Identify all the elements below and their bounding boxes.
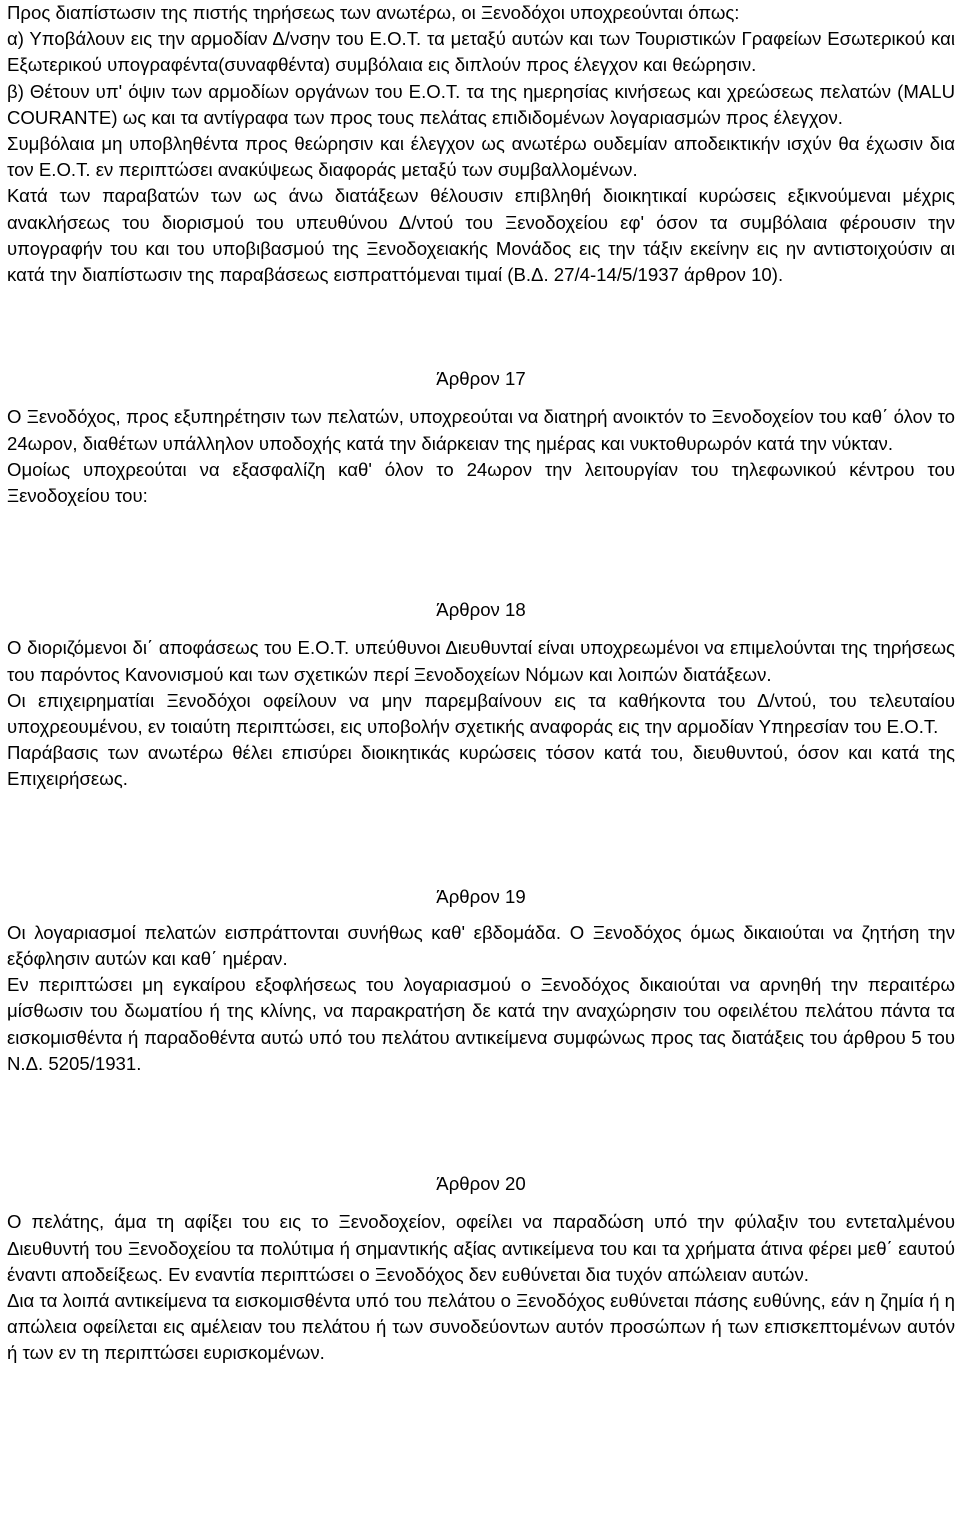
intro-section <box>7 0 955 288</box>
article-heading: Άρθρον 18 <box>436 599 526 621</box>
article-paragraph: Δια τα λοιπά αντικείμενα τα εισκομισθέντα υπό του πελάτου ο Ξενοδόχος ευθύνεται πάσης ευθύνης, εάν η ζημία ή η απώλεια οφείλεται εις αμέλειαν του πελάτου ή των συνοδεύοντων αυτόν προσώπων ή των επισκεπτομένων αυτόν ή των εν τη περιπτώσει ευρισκομένων. <box>7 1289 955 1364</box>
article-paragraph: Εν περιπτώσει μη εγκαίρου εξοφλήσεως του λογαριασμού ο Ξενοδόχος δικαιούται να αρνηθή την περαιτέρω μίσθωσιν του δωματίου ή της κλίνης, να παρακρατήση δε κατά την αναχώρησιν του οφειλέτου πελάτου πάντα τα εισκομισθέντα ή παραδοθέντα αυτώ υπό του πελάτου αντικείμενα συμφώνως προς τας διατάξεις του άρθρου 5 του Ν.Δ. 5205/1931. <box>7 974 955 1074</box>
article-heading: Άρθρον 17 <box>436 368 526 390</box>
intro-paragraph: Συμβόλαια μη υποβληθέντα προς θεώρησιν και έλεγχον ως ανωτέρω ουδεμίαν αποδεικτικήν ισχύν θα έχωσιν δια τον Ε.Ο.Τ. εν περιπτώσει ανακύψεως διαφοράς μεταξύ των συμβαλλομένων. <box>7 133 955 181</box>
article-paragraph: Οι λογαριασμοί πελατών εισπράττονται συνήθως καθ' εβδομάδα. Ο Ξενοδόχος όμως δικαιούται να ζητήση την εξόφλησιν αυτών και καθ΄ ημέραν. <box>7 921 955 970</box>
intro-paragraph: Κατά των παραβατών των ως άνω διατάξεων θέλουσιν επιβληθή διοικητικαί κυρώσεις εξικνούμεναι μέχρις ανακλήσεως του διορισμού του υπευθύνου Δ/ντού του Ξενοδοχείου εφ' όσον τα συμβόλαια φέρουσιν την υπογραφήν του και του υποβιβασμού της Ξενοδοχειακής Μονάδος εις την τάξιν εκείνην εις ην αντιστοιχούσιν αι κατά την διαπίστωσιν της παραβάσεως εισπραττόμεναι τιμαί (Β.Δ. 27/4-14/5/1937 άρθρον 10). <box>7 185 955 286</box>
article-17 <box>7 366 955 509</box>
article-paragraph: Ο πελάτης, άμα τη αφίξει του εις το Ξενοδοχείον, οφείλει να παραδώση υπό την φύλαξιν του εντεταλμένου Διευθυντή του Ξενοδοχείου τα πολύτιμα ή σημαντικής αξίας αντικείμενα του και τα χρήματα άτινα φέρει μεθ΄ εαυτού έναντι αποδείξεως. Εν εναντία περιπτώσει ο Ξενοδόχος δεν ευθύνεται δια τυχόν απώλειαν αυτών. <box>7 1211 955 1285</box>
article-paragraph: Ομοίως υποχρεούται να εξασφαλίζη καθ' όλον το 24ωρον την λειτουργίαν του τηλεφωνικού κέντρου του Ξενοδοχείου του: <box>7 458 955 507</box>
article-paragraph: Οι επιχειρηματίαι Ξενοδόχοι οφείλουν να μην παρεμβαίνουν εις τα καθήκοντα του Δ/ντού, του τελευταίου υποχρεουμένου, εν τοιαύτη περιπτώσει, εις υποβολήν σχετικής αναφοράς εις την αρμοδίαν Υπηρεσίαν του Ε.Ο.Τ. <box>7 689 955 738</box>
article-18 <box>7 597 955 792</box>
article-20 <box>7 1171 955 1366</box>
intro-paragraph: Προς διαπίστωσιν της πιστής τηρήσεως των ανωτέρω, οι Ξενοδόχοι υποχρεούνται όπως: <box>7 2 740 23</box>
article-paragraph: Ο διοριζόμενοι δι΄ αποφάσεως του Ε.Ο.Τ. υπεύθυνοι Διευθυνταί είναι υποχρεωμένοι να επιμελούνται της τηρήσεως του παρόντος Κανονισμού και των σχετικών περί Ξενοδοχείων Νόμων και λοιπών διατάξεων. <box>7 637 955 685</box>
article-19 <box>7 884 955 1077</box>
article-paragraph: Παράβασις των ανωτέρω θέλει επισύρει διοικητικάς κυρώσεις τόσον κατά του, διευθυντού, όσον και κατά της Επιχειρήσεως. <box>7 742 955 790</box>
article-paragraph: Ο Ξενοδόχος, προς εξυπηρέτησιν των πελατών, υποχρεούται να διατηρή ανοικτόν το Ξενοδοχείον του καθ΄ όλον το 24ωρον, διαθέτων υπάλληλον υποδοχής κατά την διάρκειαν της ημέρας και νυκτοθυρωρόν κατά την νύκταν. <box>7 406 955 454</box>
document-page <box>7 0 955 1367</box>
intro-paragraph: α) Υποβάλουν εις την αρμοδίαν Δ/νσην του Ε.Ο.Τ. τα μεταξύ αυτών και των Τουριστικών Γραφείων Εσωτερικού και Εξωτερικού υπογραφέντα(συναφθέντα) συμβόλαια εις διπλούν προς έλεγχον και θεώρησιν. <box>7 28 955 76</box>
article-heading: Άρθρον 19 <box>436 885 526 907</box>
article-heading: Άρθρον 20 <box>436 1173 526 1195</box>
intro-paragraph: β) Θέτουν υπ' όψιν των αρμοδίων οργάνων του Ε.Ο.Τ. τα της ημερησίας κινήσεως και χρεώσεως πελατών (MALU COURANTE) ως και τα αντίγραφα των προς τους πελάτας επιδιδομένων λογαριασμών προς έλεγχον. <box>7 80 955 128</box>
